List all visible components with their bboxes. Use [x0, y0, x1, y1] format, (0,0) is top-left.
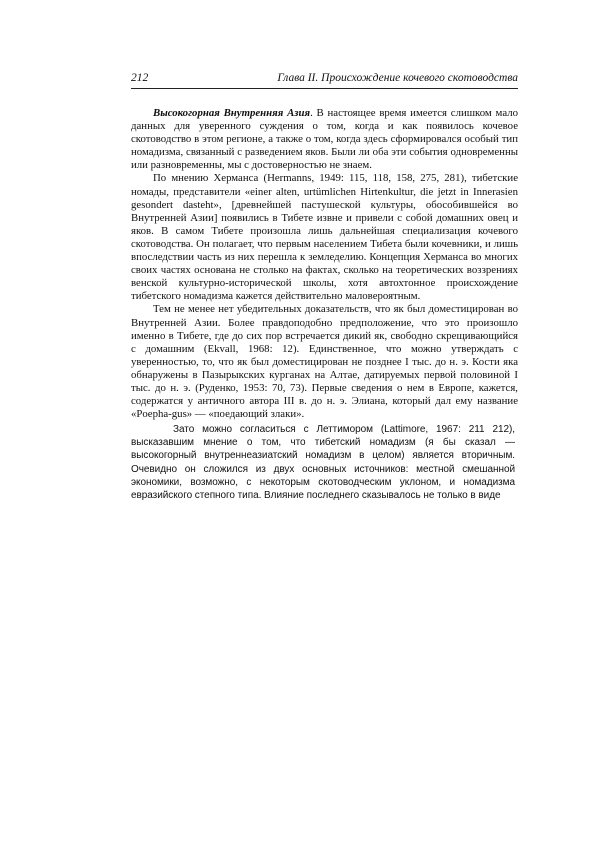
paragraph-1 — [131, 107, 518, 172]
section-lead-title: Высокогорная Внутренняя Азия — [153, 107, 311, 119]
paragraph-1-text: . В настоящее время имеется слишком мало данных для уверенного суждения о том, когда и как появилось кочевое скотоводство в этом регионе, а также о том, когда здесь сформировался особый тип номадизма, связанный с разведением яков. Были ли оба эти события одновременны или разновременны, мы с достоверностью не знаем. — [131, 107, 518, 172]
paragraph-2: По мнению Херманса (Hermanns, 1949: 115, 118, 158, 275, 281), тибетские номады, представители «einer alten, urtümlichen Hirtenkultur, die jetzt in Innerasien gesondert dasteht», [древнейшей пастушеской культуры, обособившейся во Внутренней Азии] появились в Тибете извне и привели с собой домашних овец и яков. В самом Тибете произошла лишь дальнейшая специализация кочевого скотоводства. Он полагает, что первым населением Тибета были кочевники, и лишь впоследствии часть из них перешла к земледелию. Концепция Херманса во многих своих частях основана не столько на фактах, сколько на теоретических воззрениях венской культурно-исторической школы, хотя автохтонное происхождение тибетского номадизма кажется действительно маловероятным. — [131, 172, 518, 303]
body-text — [131, 107, 518, 502]
page-header — [131, 70, 518, 89]
paragraph-3: Тем не менее нет убедительных доказательств, что як был доместицирован во Внутренней Азии. Более правдоподобно предположение, что это произошло именно в Тибете, где до сих пор встречается дикий як, свободно скрещивающийся с домашним (Ekvall, 1968: 12). Единственное, что можно утверждать с уверенностью, то, что як был доместицирован не позднее I тыс. до н. э. Кости яка обнаружены в Пазырыкских курганах на Алтае, датируемых первой половиной I тыс. до н. э. (Руденко, 1953: 70, 73). Первые сведения о нем в Европе, кажется, содержатся у античного автора III в. до н. э. Элиана, который дал ему название «Poepha-gus» — «поедающий злаки». — [131, 303, 518, 421]
page-number: 212 — [131, 72, 149, 84]
running-head: Глава II. Происхождение кочевого скотоводства — [277, 72, 518, 84]
paragraph-4: Зато можно согласиться с Леттимором (Lattimore, 1967: 211 212), высказавшим мнение о том, что тибетский номадизм (я бы сказал — высокогорный внутреннеазиатский номадизм в целом) является вторичным. Очевидно он сложился из двух основных источников: местной смешанной экономики, возможно, с некоторым скотоводческим уклоном, и номадизма евразийского степного типа. Влияние последнего сказывалось не только в виде — [131, 424, 515, 501]
